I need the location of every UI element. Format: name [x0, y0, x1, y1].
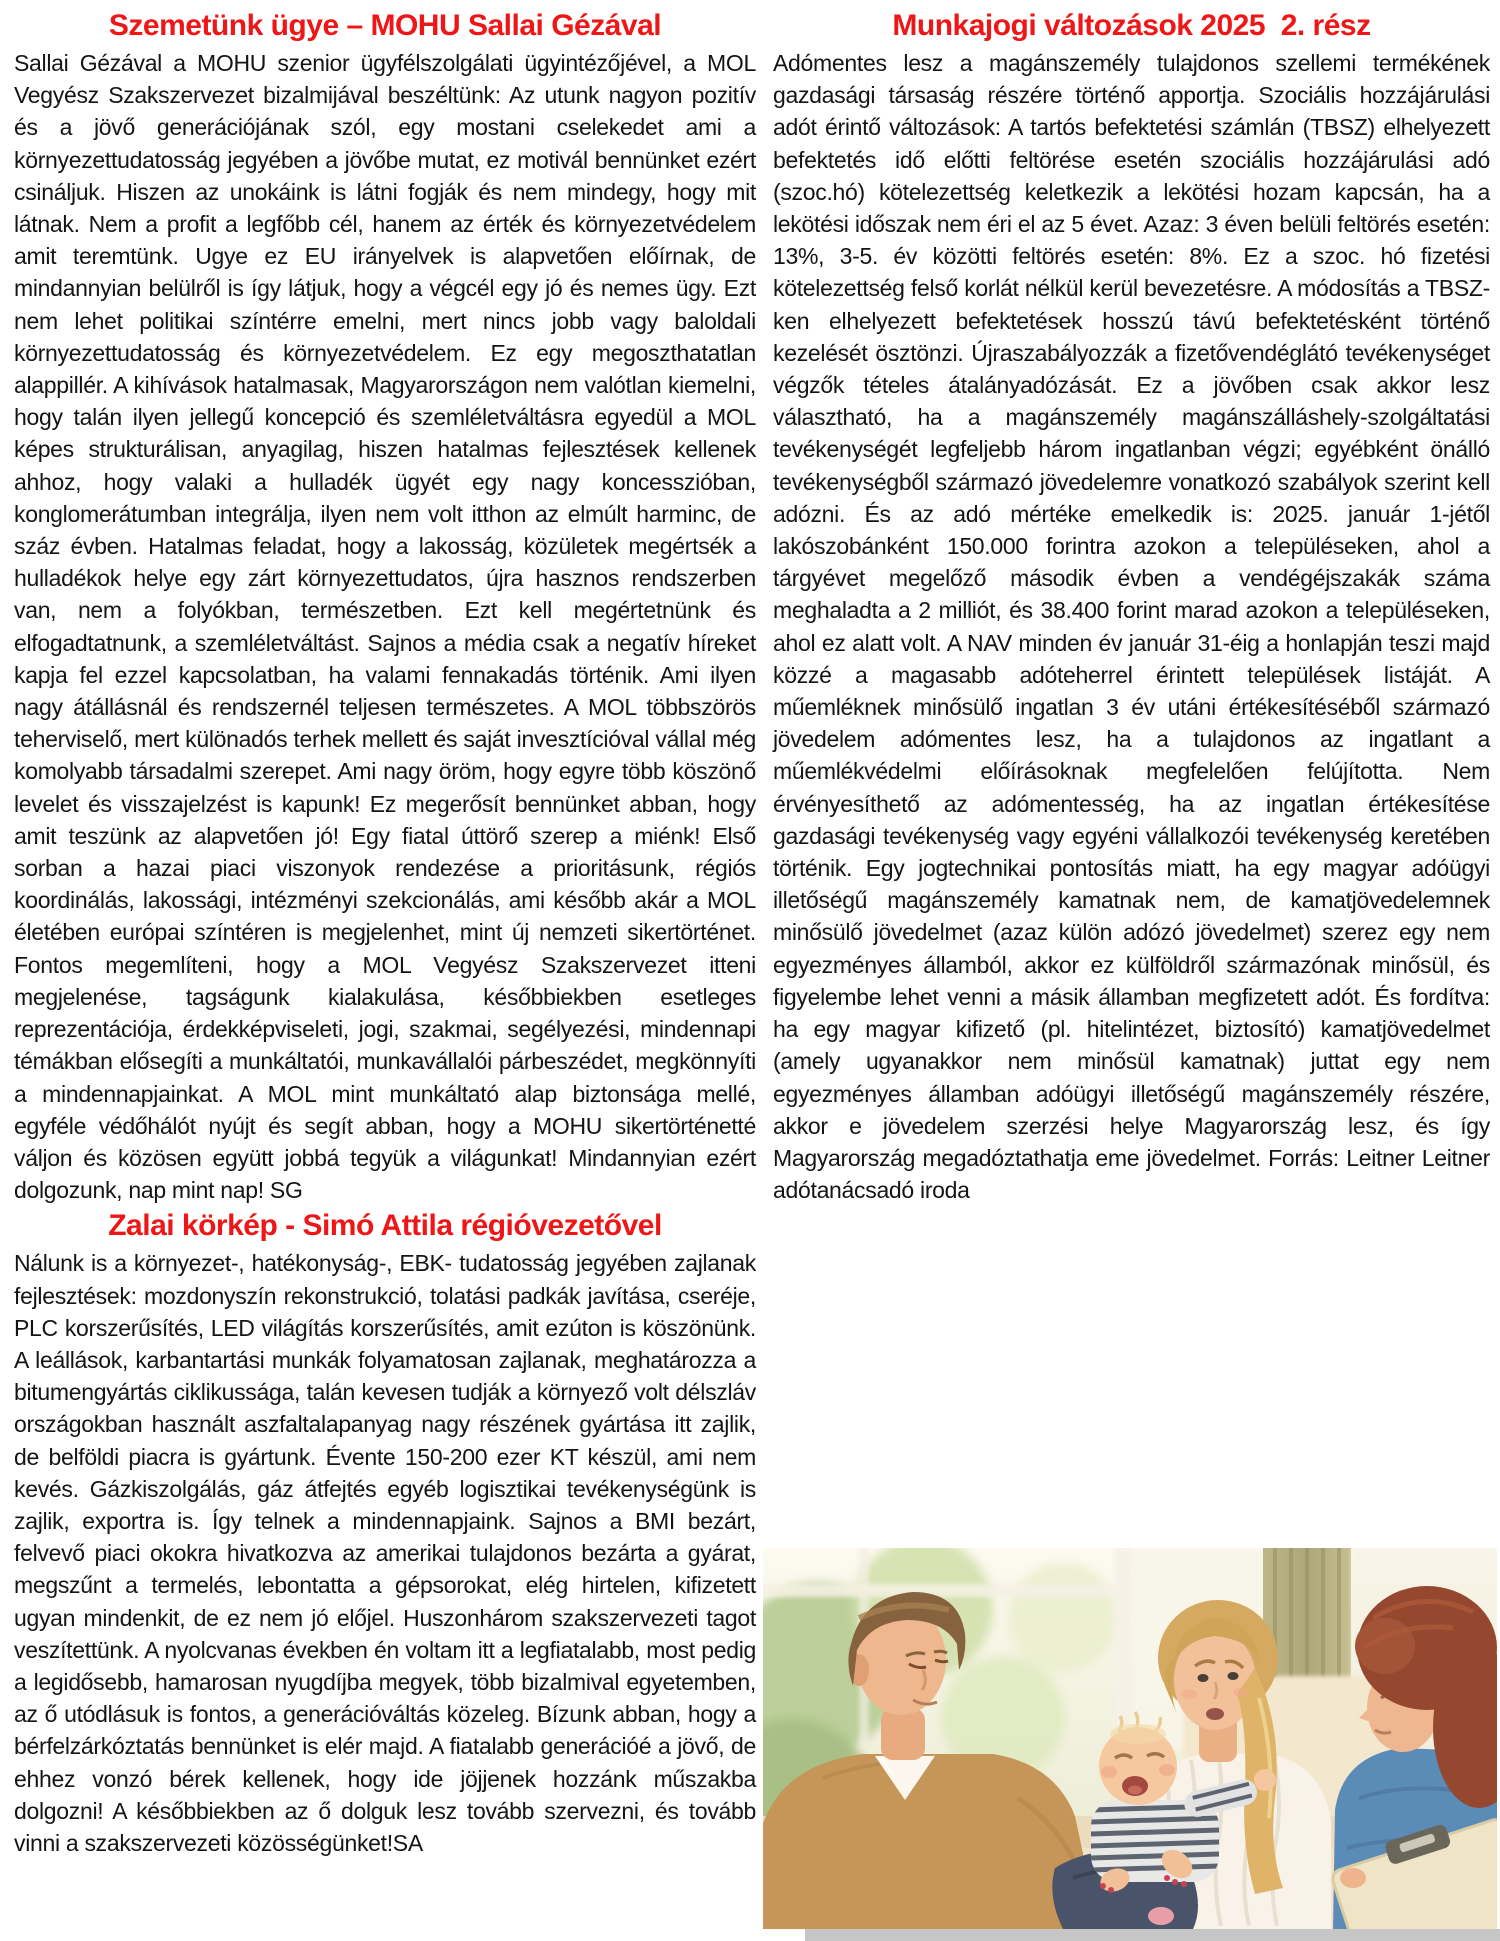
- article2-body: Nálunk is a környezet-, hatékonyság-, EBK- tudatosság jegyében zajlanak fejlesztések: mozdonyszín rekonstrukció, tolatási padkák javítása, cseréje, PLC korszerűsítés, LED világítás korszerűsítés, amit ezúton is köszönünk. A leállások, karbantartási munkák folyamatosan zajlanak, meghatározza a bitumengyártás ciklikussága, talán kevesen tudják a környező volt délszláv országokban használt aszfaltalapanyag nagy részének gyártása itt zajlik, de belföldi piacra is gyártunk. Évente 150-200 ezer KT készül, ami nem kevés. Gázkiszolgálás, gáz átfejtés egyéb logisztikai tevékenységünk is zajlik, exportra is. Így telnek a mindennapjaink. Sajnos a BMI bezárt, felvevő piaci okokra hivatkozva az amerikai tulajdonos bezárta a gyárat, megszűnt a termelés, lebontatta a gépsorokat, elég hirtelen, kifizetett ugyan mindenkit, de ez nem jó előjel. Huszonhárom szakszervezeti tagot veszítettünk. A nyolcvanas években én voltam itt a legfiatalabb, most pedig a legidősebb, hamarosan nyugdíjba megyek, több bizalmival egyetemben, az ő utódlásuk is fontos, a generációváltás közeleg. Bízunk abban, hogy a bérfelzárkóztatás bennünket is elér majd. A fiatalabb generációé a jövő, de ehhez vonzó bérek kellenek, hogy ide jöjjenek hozzánk műszakba dolgozni! A későbbiekben az ő dolguk lesz tovább szervezni, és tovább vinni a szakszervezeti közösségünket!SA: [14, 1250, 756, 1856]
- article3-body: Adómentes lesz a magánszemély tulajdonos szellemi termékének gazdasági társaság részére történő apportja. Szociális hozzájárulási adót érintő változások: A tartós befektetési számlán (TBSZ) elhelyezett befektetés idő előtti feltörése esetén szociális hozzájárulási adó (szoc.hó) kötelezettség keletkezik a lekötési hozam kapcsán, ha a lekötési időszak nem éri el az 5 évet. Azaz: 3 éven belüli feltörés esetén: 13%, 3-5. év közötti feltörés esetén: 8%. Ez a szoc. hó fizetési kötelezettség felső korlát nélkül kerül bevezetésre. A módosítás a TBSZ-ken elhelyezett befektetések hosszú távú befektetésként történő kezelését ösztönzi. Újraszabályozzák a fizetővendéglátó tevékenységet végzők tételes átalányadózását. Ez a jövőben csak akkor lesz választható, ha a magánszemély magánszálláshely-szolgáltatási tevékenységét legfeljebb három ingatlanban végzi; egyébként önálló tevékenységből származó jövedelemre vonatkozó szabályok szerint kell adózni. És az adó mértéke emelkedik is: 2025. január 1-jétől lakószobánként 150.000 forintra azokon a településeken, ahol a tárgyévet megelőző második évben a vendégéjszakák száma meghaladta a 2 milliót, és 38.400 forint marad azokon a településeken, ahol ez alatt volt. A NAV minden év január 31-éig a honlapján teszi majd közzé a magasabb adóteherrel érintett települések listáját. A műemléknek minősülő ingatlan 3 év utáni értékesítéséből származó jövedelem adómentes lesz, ha a tulajdonos az ingatlant a műemlékvédelmi előírásoknak megfelelően felújította. Nem érvényesíthető az adómentesség, ha az ingatlan értékesítése gazdasági tevékenység vagy egyéni vállalkozói tevékenység keretében történik. Egy jogtechnikai pontosítás miatt, ha egy magyar adóügyi illetőségű magánszemély kamatnak nem, de kamatjövedelemnek minősülő jövedelmet (azaz külön adózó jövedelmet) szerez egy nem egyezményes államból, akkor ez külföldről származónak minősül, és figyelembe lehet venni a másik államban megfizetett adót. És fordítva: ha egy magyar kifizető (pl. hitelintézet, biztosító) kamatjövedelmet (amely ugyanakkor nem minősül kamatnak) juttat egy nem egyezményes államban adóügyi illetőségű magánszemély részére, akkor e jövedelem szerzési helye Magyarország lesz, és így Magyarország megadóztathatja eme jövedelmet. Forrás: Leitner Leitner adótanácsadó iroda: [773, 50, 1490, 1204]
- article3-title: Munkajogi változások 2025 2. rész: [892, 9, 1371, 42]
- article1-body: Sallai Gézával a MOHU szenior ügyfélszolgálati ügyintézőjével, a MOL Vegyész Szakszervezet bizalmijával beszéltünk: Az utunk nagyon pozitív és a jövő generációjának szól, egy mostani cselekedet ami a környezettudatosság jegyében a jövőbe mutat, ez motivál bennünket ezért csináljuk. Hiszen az unokáink is látni fogják és nem mindegy, hogy mit látnak. Nem a profit a legfőbb cél, hanem az érték és környezetvédelem amit teremtünk. Ugye ez EU irányelvek is alapvetően előírnak, de mindannyian belülről is így látjuk, hogy a végcél egy jó és nemes ügy. Ezt nem lehet politikai színtérre emelni, mert nincs jobb vagy baloldali környezettudatosság és környezetvédelem. Ez egy megoszthatatlan alappillér. A kihívások hatalmasak, Magyarországon nem valótlan kiemelni, hogy talán ilyen jellegű koncepció és szemléletváltásra egyedül a MOL képes strukturálisan, anyagilag, hiszen hatalmas fejlesztések kellenek ahhoz, hogy valaki a hulladék ügyét egy nagy koncesszióban, konglomerátumban integrálja, ilyen nem volt itthon az elmúlt harminc, de száz évben. Hatalmas feladat, hogy a lakosság, közületek megértsék a hulladékok helye egy zárt környezettudatos, újra hasznos rendszerben van, nem a folyókban, természetben. Ezt kell megértetnünk és elfogadtatnunk, a szemléletváltást. Sajnos a média csak a negatív híreket kapja fel ezzel kapcsolatban, ha valami fennakadás történik. Ami ilyen nagy átállásnál és rendszernél teljesen természetes. A MOL többszörös teherviselő, mert különadós terhek mellett és saját invesztícióval vállal még komolyabb társadalmi szerepet. Ami nagy öröm, hogy egyre több köszönő levelet és visszajelzést is kapunk! Ez megerősít bennünket abban, hogy amit teszünk az alapvetően jó! Egy fiatal úttörő szerep a miénk! Első sorban a hazai piaci viszonyok rendezése a prioritásunk, régiós koordinálás, lakossági, intézményi szekcionálás, ami később akár a MOL életében európai színtéren is megjelenhet, mint új nemzeti sikertörténet. Fontos megemlíteni, hogy a MOL Vegyész Szakszervezet itteni megjelenése, tagságunk kialakulása, későbbiekben esetleges reprezentációja, érdekképviseleti, jogi, szakmai, segélyezési, mindennapi témákban elősegíti a munkáltatói, munkavállalói párbeszédet, megkönnyíti a mindennapjainkat. A MOL mint munkáltató alap biztonsága mellé, egyféle védőhálót nyújt és segít abban, hogy a MOHU sikertörténetté váljon és közösen együtt jobbá tegyük a világunkat! Mindannyian ezért dolgozunk, nap mint nap! SG: [14, 50, 756, 1204]
- family-photo: [763, 1548, 1497, 1929]
- article1-title: Szemetünk ügye – MOHU Sallai Gézával: [108, 9, 662, 42]
- article2-title: Zalai körkép - Simó Attila régióvezetővel: [108, 1209, 662, 1243]
- family-photo-illustration: [763, 1548, 1497, 1929]
- left-column: [14, 0, 756, 1859]
- photo-bottom-shadow: [805, 1929, 1500, 1941]
- right-column: [773, 0, 1490, 1206]
